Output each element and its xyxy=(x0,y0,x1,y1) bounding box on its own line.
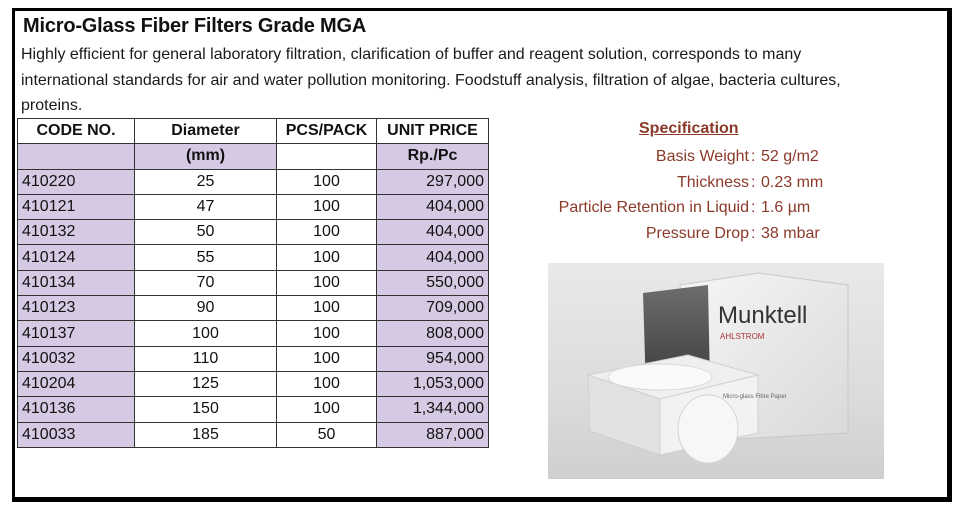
table-row xyxy=(18,245,489,270)
spec-colon: : xyxy=(751,199,756,216)
page-title: Micro-Glass Fiber Filters Grade MGA xyxy=(23,15,367,37)
header-code: CODE NO. xyxy=(18,119,135,144)
table-row xyxy=(18,296,489,321)
cell-code: 410123 xyxy=(18,296,135,321)
table-row xyxy=(18,321,489,346)
specification-heading: Specification xyxy=(639,120,739,137)
cell-code: 410136 xyxy=(18,397,135,422)
cell-pcs: 100 xyxy=(277,296,377,321)
table-row xyxy=(18,270,489,295)
cell-pcs: 100 xyxy=(277,220,377,245)
cell-diameter: 55 xyxy=(135,245,277,270)
cell-code: 410137 xyxy=(18,321,135,346)
header-diameter-unit: (mm) xyxy=(135,144,277,169)
photo-box-text: Micro-glass Fibre Paper xyxy=(723,394,787,400)
cell-pcs: 100 xyxy=(277,321,377,346)
cell-price: 1,344,000 xyxy=(377,397,489,422)
spec-row xyxy=(515,144,845,169)
cell-code: 410220 xyxy=(18,169,135,194)
cell-price: 550,000 xyxy=(377,270,489,295)
price-sheet-frame xyxy=(12,8,952,502)
cell-pcs: 100 xyxy=(277,371,377,396)
table-row xyxy=(18,397,489,422)
header-pcs-blank xyxy=(277,144,377,169)
cell-pcs: 100 xyxy=(277,397,377,422)
cell-diameter: 110 xyxy=(135,346,277,371)
cell-pcs: 100 xyxy=(277,346,377,371)
spec-label: Basis Weight xyxy=(655,148,749,165)
spec-label: Particle Retention in Liquid xyxy=(558,199,749,216)
header-price: UNIT PRICE xyxy=(377,119,489,144)
cell-pcs: 100 xyxy=(277,245,377,270)
cell-diameter: 47 xyxy=(135,194,277,219)
spec-value: 38 mbar xyxy=(761,225,820,242)
spec-label: Pressure Drop xyxy=(645,225,749,242)
photo-brand-text: Munktell xyxy=(718,302,808,329)
filter-box-illustration xyxy=(548,263,884,479)
cell-price: 954,000 xyxy=(377,346,489,371)
cell-price: 404,000 xyxy=(377,194,489,219)
cell-code: 410121 xyxy=(18,194,135,219)
cell-price: 297,000 xyxy=(377,169,489,194)
cell-code: 410134 xyxy=(18,270,135,295)
cell-price: 1,053,000 xyxy=(377,371,489,396)
cell-code: 410204 xyxy=(18,371,135,396)
cell-price: 709,000 xyxy=(377,296,489,321)
spec-row xyxy=(515,195,845,220)
cell-diameter: 185 xyxy=(135,422,277,447)
table-header-row-units xyxy=(18,144,489,169)
spec-colon: : xyxy=(751,174,756,191)
spec-value: 1.6 µm xyxy=(761,199,811,216)
spec-label: Thickness xyxy=(676,174,749,191)
table-row xyxy=(18,346,489,371)
header-price-unit: Rp./Pc xyxy=(377,144,489,169)
header-diameter: Diameter xyxy=(135,119,277,144)
cell-diameter: 50 xyxy=(135,220,277,245)
spec-row xyxy=(515,170,845,195)
table-row xyxy=(18,220,489,245)
cell-code: 410124 xyxy=(18,245,135,270)
table-row xyxy=(18,422,489,447)
table-row xyxy=(18,169,489,194)
spec-row xyxy=(515,221,845,246)
product-description: Highly efficient for general laboratory filtration, clarification of buffer and reagent solution, corresponds to many international standards for air and water pollution monitoring. Foodstuff analysis, filtration of algae, bacteria cultures, proteins. xyxy=(21,46,841,114)
cell-price: 887,000 xyxy=(377,422,489,447)
table-row xyxy=(18,371,489,396)
cell-diameter: 90 xyxy=(135,296,277,321)
cell-diameter: 125 xyxy=(135,371,277,396)
cell-pcs: 100 xyxy=(277,194,377,219)
cell-diameter: 25 xyxy=(135,169,277,194)
table-row xyxy=(18,194,489,219)
cell-diameter: 150 xyxy=(135,397,277,422)
cell-code: 410032 xyxy=(18,346,135,371)
photo-sub-brand-text: AHLSTROM xyxy=(720,332,765,341)
spec-colon: : xyxy=(751,148,756,165)
product-photo xyxy=(548,263,884,479)
spec-colon: : xyxy=(751,225,756,242)
cell-price: 404,000 xyxy=(377,245,489,270)
cell-pcs: 100 xyxy=(277,169,377,194)
cell-pcs: 50 xyxy=(277,422,377,447)
header-pcs: PCS/PACK xyxy=(277,119,377,144)
cell-diameter: 70 xyxy=(135,270,277,295)
cell-code: 410132 xyxy=(18,220,135,245)
cell-code: 410033 xyxy=(18,422,135,447)
table-header-row xyxy=(18,119,489,144)
cell-diameter: 100 xyxy=(135,321,277,346)
spec-value: 52 g/m2 xyxy=(761,148,819,165)
spec-value: 0.23 mm xyxy=(761,174,824,191)
cell-price: 808,000 xyxy=(377,321,489,346)
cell-price: 404,000 xyxy=(377,220,489,245)
header-code-blank xyxy=(18,144,135,169)
cell-pcs: 100 xyxy=(277,270,377,295)
price-table xyxy=(17,118,489,448)
